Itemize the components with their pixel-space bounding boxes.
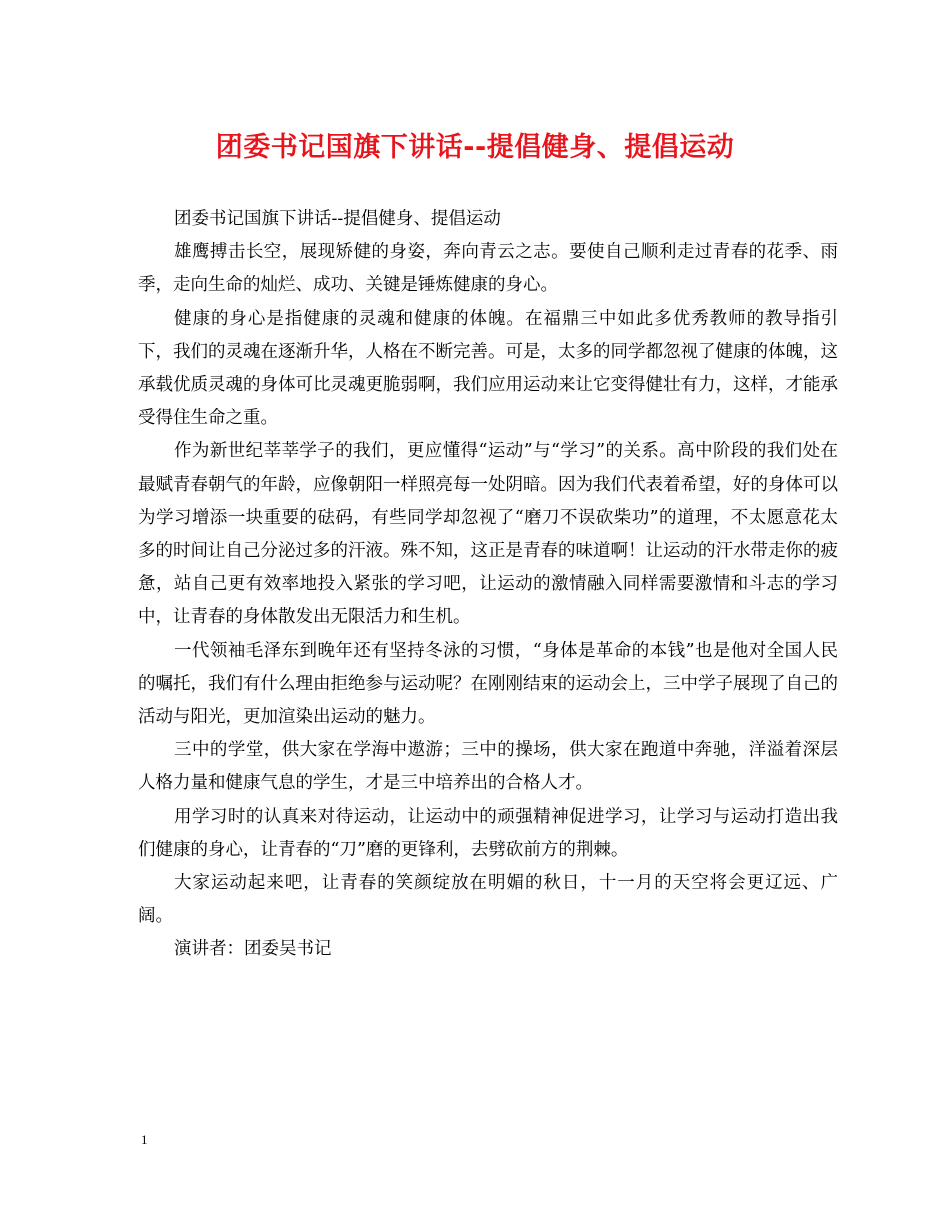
paragraph-subtitle: 团委书记国旗下讲话--提倡健身、提倡运动 xyxy=(174,209,501,229)
paragraph-mao-zedong: 一代领袖毛泽东到晚年还有坚持冬泳的习惯，“身体是革命的本钱”也是他对全国人民的嘱托，我们有什么理由拒绝参与运动呢？在刚刚结束的运动会上，三中学子展现了自己的活动与阳光，更加渲染出运动的魅力。 xyxy=(138,640,838,728)
page-number: 1 xyxy=(141,1132,148,1147)
paragraph-study-attitude: 用学习时的认真来对待运动，让运动中的顽强精神促进学习，让学习与运动打造出我们健康的身心，让青春的“刀”磨的更锋利，去劈砍前方的荆棘。 xyxy=(138,806,838,860)
paragraph-healthy-mind: 健康的身心是指健康的灵魂和健康的体魄。在福鼎三中如此多优秀教师的教导指引下，我们的灵魂在逐渐升华，人格在不断完善。可是，太多的同学都忽视了健康的体魄，这承载优质灵魂的身体可比灵魂更脆弱啊，我们应用运动来让它变得健壮有力，这样，才能承受得住生命之重。 xyxy=(138,308,838,429)
paragraph-call-to-action: 大家运动起来吧，让青春的笑颜绽放在明媚的秋日，十一月的天空将会更辽远、广阔。 xyxy=(138,873,838,927)
paragraph-school: 三中的学堂，供大家在学海中遨游；三中的操场，供大家在跑道中奔驰，洋溢着深层人格力量和健康气息的学生，才是三中培养出的合格人才。 xyxy=(138,740,838,794)
paragraph-eagle: 雄鹰搏击长空，展现矫健的身姿，奔向青云之志。要使自己顺利走过青春的花季、雨季，走向生命的灿烂、成功、关键是锤炼健康的身心。 xyxy=(138,242,838,296)
paragraph-sport-and-study: 作为新世纪莘莘学子的我们，更应懂得“运动”与“学习”的关系。高中阶段的我们处在最赋青春朝气的年龄，应像朝阳一样照亮每一处阴暗。因为我们代表着希望，好的身体可以为学习增添一块重要的砝码，有些同学却忽视了“磨刀不误砍柴功”的道理，不太愿意花太多的时间让自己分泌过多的汗液。殊不知，这正是青春的味道啊！让运动的汗水带走你的疲惫，站自己更有效率地投入紧张的学习吧，让运动的激情融入同样需要激情和斗志的学习中，让青春的身体散发出无限活力和生机。 xyxy=(138,441,838,628)
paragraph-speaker: 演讲者：团委吴书记 xyxy=(174,939,332,960)
document-title: 团委书记国旗下讲话--提倡健身、提倡运动 xyxy=(215,132,735,163)
document-body xyxy=(138,203,838,967)
